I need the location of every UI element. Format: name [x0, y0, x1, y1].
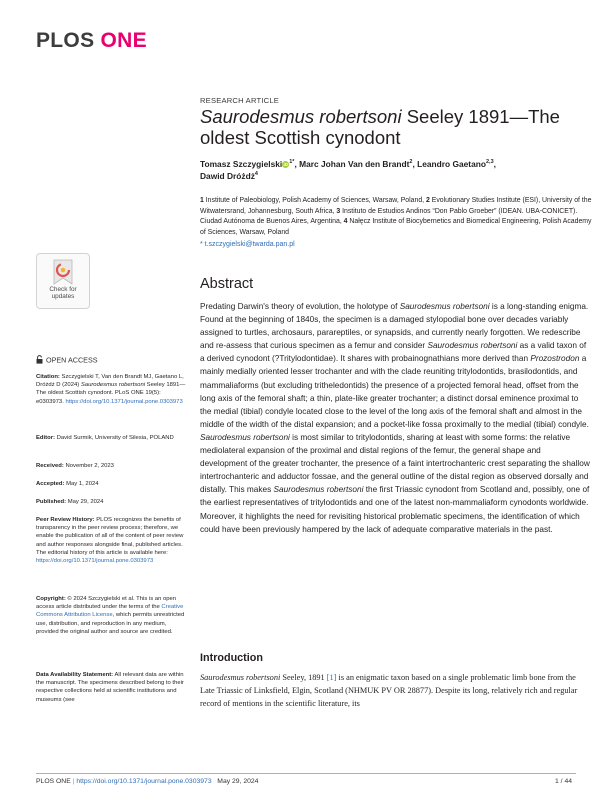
editor-label: Editor: — [36, 435, 55, 441]
affil-text: Instituto de Estudios Andinos “Don Pablo Groeber” (IDEAN. UBA-CONICET). Ciudad Autónoma de Buenos Aires, Argentina, — [200, 207, 578, 226]
footer-separator: | — [70, 778, 77, 785]
author-affil-sup: 1 — [289, 159, 293, 166]
peer-review-label: Peer Review History: — [36, 517, 95, 523]
accepted-date: May 1, 2024 — [64, 481, 99, 487]
author-affil-sup: 2,3 — [485, 159, 494, 166]
article-title — [200, 106, 580, 148]
accepted-block — [36, 480, 189, 488]
bookmark-refresh-icon — [52, 259, 74, 285]
author-sep: , — [294, 159, 300, 169]
open-access-badge — [36, 355, 98, 366]
citation-block — [36, 373, 189, 406]
citation-doi-link[interactable]: https://doi.org/10.1371/journal.pone.0303973 — [65, 398, 183, 405]
author-name[interactable]: Leandro Gaetano — [417, 159, 486, 169]
citation-label: Citation: — [36, 374, 60, 380]
open-access-label: OPEN ACCESS — [46, 355, 98, 365]
abstract-text: as a valid taxon of a derived cynodont (?Tritylodontidae). It shares with probainognathians more derived than — [200, 341, 587, 364]
check-for-updates-badge[interactable] — [36, 253, 90, 309]
received-date: November 2, 2023 — [63, 463, 114, 469]
editor-block — [36, 434, 189, 442]
affil-num: 3 — [336, 207, 341, 215]
received-label: Received: — [36, 463, 64, 469]
footer-doi-link[interactable]: https://doi.org/10.1371/journal.pone.0303973 — [76, 778, 212, 785]
affil-text: Nałęcz Institute of Biocybernetics and Biomedical Engineering, Polish Academy of Sciences, Warsaw, Poland — [200, 218, 592, 236]
data-availability-label: Data Availability Statement: — [36, 672, 114, 678]
species-name: Saurodesmus robertsoni — [427, 341, 518, 351]
page-number: 1 / 44 — [555, 778, 573, 785]
copyright-text: © 2024 Szczygielski et al. This is an open access article distributed under the terms of the — [36, 596, 177, 611]
data-availability-text: All relevant data are within the manuscript. The specimens described belong to their respective collections held at scientific institutions and museums (see — [36, 672, 184, 703]
footer-date: May 29, 2024 — [217, 778, 259, 785]
abstract-text: the first Triassic cynodont from Scotland and, possibly, one of the earliest representatives of tritylodontids and one of the latest non-mammaliaform cynodonts worldwide. Moreover, it highlights the need for revisiting historical problematic specimens, the identification of which could have been previously hampered by the lack of adequate comparative materials in the past. — [200, 485, 590, 534]
author-sep: , — [493, 159, 496, 169]
author-name[interactable]: Dawid Dróżdż — [200, 171, 255, 181]
species-name: Prozostrodon — [530, 354, 580, 364]
logo-one: ONE — [100, 29, 147, 52]
abstract-text: is most similar to tritylodontids, sharing at least with some forms: the relative mediolateral expansion of the proximal and distal regions of the femur, the general shape and development of the greater trochanter, the presence of a faint intertrochanteric crest separating the shallow intertrochanteric and adductor fossae, and the general outline of the distal region as observed dorsally and distally. This makes — [200, 432, 590, 495]
footer-divider — [36, 773, 576, 774]
published-block — [36, 498, 189, 506]
affil-text: Institute of Paleobiology, Polish Academy of Sciences, Warsaw, Poland, — [203, 197, 426, 204]
affil-num: 4 — [343, 218, 348, 226]
abstract-text: is a long-standing enigma. Found at the beginning of 1840s, the specimen is a damaged stylopodial bone over decades variably assigned to turtles, archosaurs, parareptiles, or synapsids, and currently nearly forgotten. We redescribe and re-assess that curious specimen as a femur and consider — [200, 302, 589, 351]
intro-text: Seeley, 1891 — [280, 673, 327, 682]
data-availability-block — [36, 671, 189, 704]
affil-num: 2 — [426, 197, 430, 204]
badge-line2: updates — [51, 293, 75, 300]
abstract-text: Predating Darwin's theory of evolution, the holotype of — [200, 302, 400, 311]
copyright-text-2: , which permits unrestricted use, distribution, and reproduction in any medium, provided the original author and source are credited. — [36, 612, 185, 635]
published-date: May 29, 2024 — [66, 499, 104, 505]
accepted-label: Accepted: — [36, 481, 65, 487]
published-label: Published: — [36, 499, 67, 505]
editor-text: David Surmik, University of Silesia, POLAND — [54, 435, 174, 441]
title-species: Saurodesmus robertsoni — [200, 106, 402, 127]
copyright-block — [36, 595, 189, 636]
abstract-text: a mainly medially oriented lesser trochanter and with the clade reuniting tritylodontids, brasilodontids, and mammaliaforms (but excluding tritheledontids) the presence of a projected femoral head, offset from the long axis of the femoral shaft; a thin, plate-like greater trochanter; a distinct dorsal eminence proximal to the medial (tibial) condyle located close to the level of the long axis of the femoral shaft and almost in the middle of the width of the distal expansion; and a pocket-like fossa proximally to the medial (tibial) condyle. — [200, 354, 589, 429]
orcid-icon[interactable]: iD — [283, 162, 288, 168]
affil-num: 1 — [200, 197, 204, 204]
introduction-heading: Introduction — [200, 652, 263, 664]
peer-review-block — [36, 516, 189, 565]
license-link[interactable]: Creative Commons Attribution License — [36, 604, 184, 619]
corresponding-email-link[interactable]: * t.szczygielski@twarda.pan.pl — [200, 241, 295, 248]
journal-logo[interactable] — [36, 29, 147, 53]
author-name[interactable]: Marc Johan Van den Brandt — [299, 159, 410, 169]
received-block — [36, 462, 189, 470]
corresponding-mark: * — [292, 159, 295, 166]
article-type: RESEARCH ARTICLE — [200, 96, 280, 105]
species-name: Saurodesmus robertsoni — [399, 302, 490, 311]
peer-review-text: PLOS recognizes the benefits of transparency in the peer review process; therefore, we enable the publication of all of the content of peer review and author responses alongside final, published articles. The editorial history of this article is available here: — [36, 517, 184, 556]
logo-plos: PLOS — [36, 29, 95, 52]
species-name: Saurodesmus robertsoni — [273, 485, 364, 495]
affiliations — [200, 196, 592, 238]
abstract-body — [200, 300, 590, 536]
author-affil-sup: 4 — [254, 171, 258, 178]
copyright-label: Copyright: — [36, 596, 66, 602]
affil-text: Evolutionary Studies Institute (ESI), University of the Witwatersrand, Johannesburg, South Africa, — [200, 197, 592, 215]
species-name: Saurodesmus robertsoni — [200, 673, 281, 682]
citation-title: Saurodesmus robertsoni — [80, 382, 146, 389]
author-affil-sup: 2 — [409, 159, 413, 166]
peer-review-link[interactable]: https://doi.org/10.1371/journal.pone.0303973 — [36, 558, 154, 565]
footer — [36, 778, 258, 785]
abstract-heading: Abstract — [200, 276, 254, 292]
author-name[interactable]: Tomasz Szczygielski — [200, 159, 283, 169]
author-sep: , — [412, 159, 418, 169]
citation-rest: Seeley 1891—The oldest Scottish cynodont. PLoS ONE 19(5): e0303973. — [36, 382, 186, 405]
author-list — [200, 158, 590, 182]
reference-link[interactable]: [1] — [326, 673, 337, 682]
intro-text: is an enigmatic taxon based on a single problematic limb bone from the Late Triassic of Linksfield, Elgin, Scotland (NHMUK PV OR 28877). Despite its long, relatively rich and regular record of mentions in the scientific literature, its — [200, 673, 578, 709]
species-name: Saurodesmus robertsoni — [200, 432, 290, 442]
citation-text: Szczygielski T, Van den Brandt MJ, Gaetano L, Dróżdż D (2024) — [36, 374, 184, 389]
badge-line1: Check for — [49, 286, 77, 293]
introduction-body — [200, 671, 592, 710]
footer-journal: PLOS ONE — [36, 778, 71, 785]
open-lock-icon — [36, 355, 43, 366]
title-rest: Seeley 1891—The oldest Scottish cynodont — [200, 106, 560, 148]
